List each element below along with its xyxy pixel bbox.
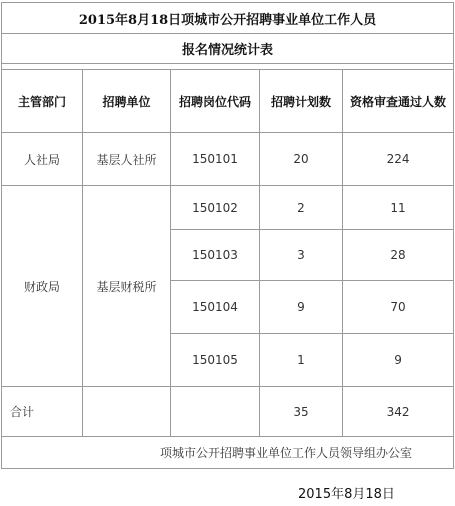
department-cell: 人社局 bbox=[2, 133, 83, 186]
plan-count-cell: 1 bbox=[260, 334, 343, 387]
total-code-blank bbox=[171, 387, 260, 437]
header-plan-count: 招聘计划数 bbox=[260, 70, 343, 133]
plan-count-cell: 9 bbox=[260, 281, 343, 334]
position-code-cell: 150103 bbox=[171, 230, 260, 281]
total-row bbox=[2, 387, 454, 437]
position-code-cell: 150105 bbox=[171, 334, 260, 387]
table-row bbox=[2, 186, 454, 230]
statistics-table bbox=[1, 2, 454, 469]
header-row bbox=[2, 70, 454, 133]
department-cell: 财政局 bbox=[2, 186, 83, 387]
passed-count-cell: 28 bbox=[343, 230, 454, 281]
passed-count-cell: 9 bbox=[343, 334, 454, 387]
total-passed-count: 342 bbox=[343, 387, 454, 437]
position-code-cell: 150102 bbox=[171, 186, 260, 230]
passed-count-cell: 224 bbox=[343, 133, 454, 186]
total-label: 合计 bbox=[2, 387, 83, 437]
position-code-cell: 150101 bbox=[171, 133, 260, 186]
subtitle-row bbox=[2, 34, 454, 64]
header-department: 主管部门 bbox=[2, 70, 83, 133]
header-passed-count: 资格审查通过人数 bbox=[343, 70, 454, 133]
total-plan-count: 35 bbox=[260, 387, 343, 437]
unit-cell: 基层人社所 bbox=[83, 133, 171, 186]
issue-date: 2015年8月18日 bbox=[298, 487, 395, 502]
document-subtitle: 报名情况统计表 bbox=[2, 34, 454, 64]
title-row bbox=[2, 3, 454, 34]
passed-count-cell: 70 bbox=[343, 281, 454, 334]
issuer-row bbox=[2, 437, 454, 469]
issuer-name: 项城市公开招聘事业单位工作人员领导组办公室 bbox=[2, 437, 454, 469]
position-code-cell: 150104 bbox=[171, 281, 260, 334]
header-position-code: 招聘岗位代码 bbox=[171, 70, 260, 133]
plan-count-cell: 2 bbox=[260, 186, 343, 230]
report-sheet bbox=[1, 2, 453, 469]
passed-count-cell: 11 bbox=[343, 186, 454, 230]
table-row bbox=[2, 133, 454, 186]
unit-cell: 基层财税所 bbox=[83, 186, 171, 387]
total-unit-blank bbox=[83, 387, 171, 437]
plan-count-cell: 20 bbox=[260, 133, 343, 186]
plan-count-cell: 3 bbox=[260, 230, 343, 281]
header-unit: 招聘单位 bbox=[83, 70, 171, 133]
document-title: 2015年8月18日项城市公开招聘事业单位工作人员 bbox=[2, 3, 454, 34]
